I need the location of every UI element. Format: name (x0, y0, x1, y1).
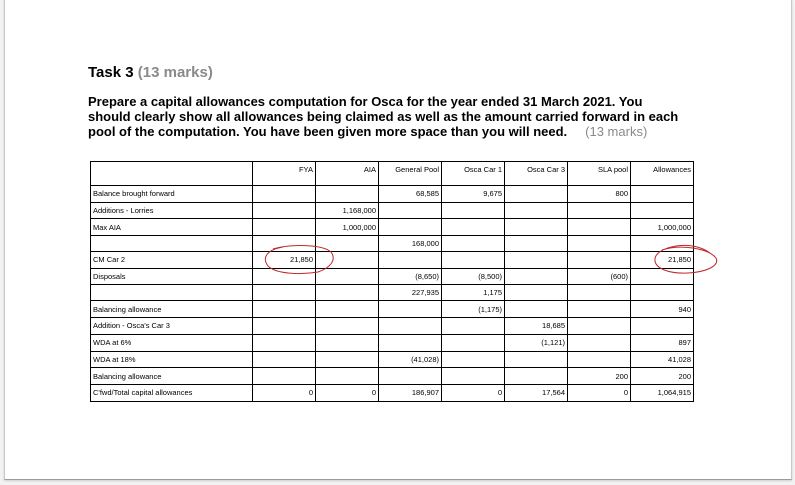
cell-osca-car-1 (442, 368, 505, 385)
cell-general-pool (379, 318, 442, 335)
cell-allowances: 897 (631, 334, 694, 351)
instructions-line-1: Prepare a capital allowances computation for Osca for the year ended 31 March 2021. You (88, 94, 643, 109)
cell-fya (253, 202, 316, 219)
header-osca-car-1: Osca Car 1 (442, 162, 505, 186)
row-label (91, 285, 253, 301)
cell-aia (316, 252, 379, 269)
row-label: Additions - Lorries (91, 202, 253, 219)
cell-osca-car-3: 18,685 (505, 318, 568, 335)
table-body (91, 162, 694, 402)
cell-osca-car-1: (8,500) (442, 268, 505, 285)
cell-osca-car-1 (442, 334, 505, 351)
table-row (91, 334, 694, 351)
cell-allowances: 200 (631, 368, 694, 385)
row-label: CM Car 2 (91, 252, 253, 269)
table-row (91, 252, 694, 269)
row-label (91, 236, 253, 252)
cell-osca-car-3: (1,121) (505, 334, 568, 351)
row-label: Addition - Osca's Car 3 (91, 318, 253, 335)
cell-sla-pool (568, 285, 631, 301)
cell-aia (316, 334, 379, 351)
cell-osca-car-1: 9,675 (442, 186, 505, 203)
row-label: Balance brought forward (91, 186, 253, 203)
cell-osca-car-3 (505, 301, 568, 318)
instructions-line-2: should clearly show all allowances being claimed as well as the amount carried forward in each (88, 109, 679, 124)
cell-sla-pool (568, 334, 631, 351)
task-title-text: Task 3 (88, 64, 134, 81)
table-row (91, 219, 694, 236)
capital-allowances-table (90, 161, 694, 402)
cell-osca-car-3 (505, 285, 568, 301)
header-row (91, 162, 694, 186)
cell-allowances: 21,850 (631, 252, 694, 269)
cell-allowances (631, 236, 694, 252)
cell-general-pool (379, 301, 442, 318)
cell-allowances (631, 186, 694, 203)
cell-fya (253, 301, 316, 318)
header-allowances: Allowances (631, 162, 694, 186)
cell-general-pool (379, 368, 442, 385)
table-row (91, 202, 694, 219)
cell-fya (253, 368, 316, 385)
cell-osca-car-1 (442, 318, 505, 335)
cell-general-pool (379, 219, 442, 236)
cell-aia (316, 268, 379, 285)
cell-allowances (631, 318, 694, 335)
header-fya: FYA (253, 162, 316, 186)
cell-general-pool: 186,907 (379, 384, 442, 401)
cell-allowances (631, 285, 694, 301)
cell-fya (253, 268, 316, 285)
task-instructions (88, 94, 728, 139)
cell-osca-car-3 (505, 186, 568, 203)
cell-allowances (631, 202, 694, 219)
cell-osca-car-3 (505, 236, 568, 252)
cell-osca-car-1 (442, 351, 505, 368)
row-label: Disposals (91, 268, 253, 285)
cell-osca-car-1 (442, 219, 505, 236)
table-row (91, 236, 694, 252)
cell-fya (253, 186, 316, 203)
cell-fya: 0 (253, 384, 316, 401)
cell-general-pool (379, 334, 442, 351)
cell-osca-car-1: 1,175 (442, 285, 505, 301)
row-label: Max AIA (91, 219, 253, 236)
cell-fya (253, 236, 316, 252)
cell-osca-car-3 (505, 202, 568, 219)
cell-general-pool (379, 252, 442, 269)
table-row (91, 186, 694, 203)
cell-sla-pool (568, 351, 631, 368)
cell-allowances: 41,028 (631, 351, 694, 368)
header-label (91, 162, 253, 186)
cell-osca-car-3 (505, 351, 568, 368)
cell-aia (316, 285, 379, 301)
task-marks: (13 marks) (137, 64, 213, 81)
cell-general-pool: 227,935 (379, 285, 442, 301)
cell-general-pool: (8,650) (379, 268, 442, 285)
cell-general-pool (379, 202, 442, 219)
cell-sla-pool: 200 (568, 368, 631, 385)
row-label: C'fwd/Total capital allowances (91, 384, 253, 401)
cell-aia: 1,000,000 (316, 219, 379, 236)
instructions-line-3-text: pool of the computation. You have been given more space than you will need. (88, 124, 568, 139)
cell-sla-pool (568, 301, 631, 318)
cell-sla-pool (568, 202, 631, 219)
cell-allowances (631, 268, 694, 285)
table-row (91, 351, 694, 368)
header-general-pool: General Pool (379, 162, 442, 186)
table-row (91, 384, 694, 401)
cell-aia (316, 368, 379, 385)
cell-aia (316, 318, 379, 335)
cell-aia (316, 186, 379, 203)
cell-general-pool: 68,585 (379, 186, 442, 203)
cell-allowances: 940 (631, 301, 694, 318)
instructions-line-3 (88, 124, 728, 139)
cell-osca-car-1 (442, 236, 505, 252)
cell-fya (253, 351, 316, 368)
cell-general-pool: 168,000 (379, 236, 442, 252)
row-label: WDA at 18% (91, 351, 253, 368)
task-title (88, 64, 213, 81)
cell-fya (253, 334, 316, 351)
cell-osca-car-3 (505, 268, 568, 285)
cell-fya (253, 219, 316, 236)
cell-sla-pool: 800 (568, 186, 631, 203)
cell-allowances: 1,000,000 (631, 219, 694, 236)
cell-fya (253, 318, 316, 335)
instructions-marks: (13 marks) (585, 124, 648, 139)
table-row (91, 368, 694, 385)
cell-general-pool: (41,028) (379, 351, 442, 368)
table-row (91, 285, 694, 301)
cell-osca-car-1 (442, 202, 505, 219)
table-row (91, 301, 694, 318)
header-aia: AIA (316, 162, 379, 186)
cell-osca-car-3 (505, 368, 568, 385)
cell-sla-pool (568, 236, 631, 252)
cell-sla-pool (568, 219, 631, 236)
cell-sla-pool (568, 318, 631, 335)
cell-osca-car-3 (505, 252, 568, 269)
header-osca-car-3: Osca Car 3 (505, 162, 568, 186)
cell-fya: 21,850 (253, 252, 316, 269)
cell-fya (253, 285, 316, 301)
row-label: Balancing allowance (91, 368, 253, 385)
cell-aia (316, 236, 379, 252)
table-row (91, 318, 694, 335)
cell-sla-pool (568, 252, 631, 269)
cell-sla-pool: (600) (568, 268, 631, 285)
table-row (91, 268, 694, 285)
row-label: WDA at 6% (91, 334, 253, 351)
header-sla-pool: SLA pool (568, 162, 631, 186)
cell-sla-pool: 0 (568, 384, 631, 401)
cell-aia: 1,168,000 (316, 202, 379, 219)
cell-osca-car-1: (1,175) (442, 301, 505, 318)
cell-osca-car-3: 17,564 (505, 384, 568, 401)
cell-osca-car-1 (442, 252, 505, 269)
cell-aia: 0 (316, 384, 379, 401)
cell-osca-car-1: 0 (442, 384, 505, 401)
cell-osca-car-3 (505, 219, 568, 236)
cell-aia (316, 351, 379, 368)
cell-allowances: 1,064,915 (631, 384, 694, 401)
cell-aia (316, 301, 379, 318)
row-label: Balancing allowance (91, 301, 253, 318)
